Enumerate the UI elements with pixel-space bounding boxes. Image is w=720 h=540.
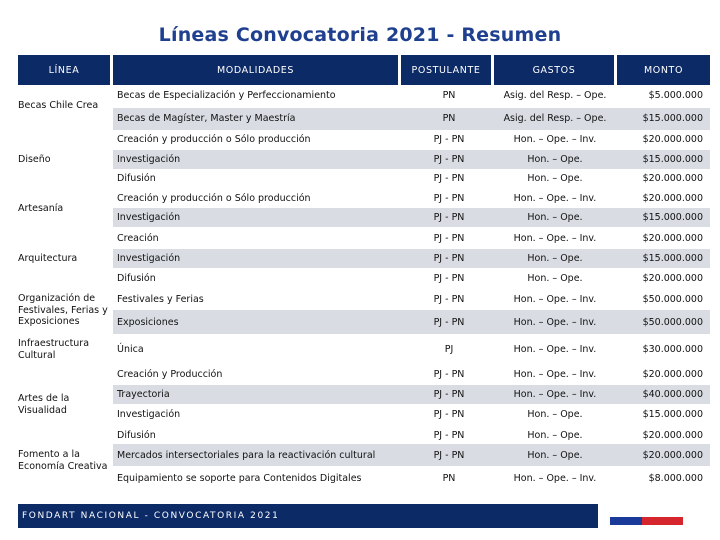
gastos-cell: Hon. – Ope. – Inv. [513, 344, 597, 355]
modalidad-cell: Investigación [117, 253, 181, 264]
header-linea: LÍNEA [18, 55, 110, 85]
linea-label: Organización de Festivales, Ferias y Exposiciones [18, 293, 108, 327]
gastos-cell: Hon. – Ope. – Inv. [513, 134, 597, 145]
monto-cell: $20.000.000 [642, 450, 703, 461]
linea-label: Becas Chile Crea [18, 100, 99, 111]
page-title: Líneas Convocatoria 2021 - Resumen [158, 24, 562, 46]
modalidad-cell: Difusión [117, 173, 156, 184]
monto-cell: $30.000.000 [642, 344, 703, 355]
monto-cell: $20.000.000 [642, 369, 703, 380]
monto-cell: $20.000.000 [642, 193, 703, 204]
header-gastos: GASTOS [494, 55, 614, 85]
postulante-cell: PJ - PN [433, 409, 465, 420]
monto-cell: $20.000.000 [642, 173, 703, 184]
linea-label: Infraestructura Cultural [18, 338, 90, 361]
modalidad-cell: Investigación [117, 409, 181, 420]
modalidad-cell: Becas de Magíster, Master y Maestría [117, 113, 296, 124]
postulante-cell: PJ - PN [433, 154, 465, 165]
linea-label: Artes de la Visualidad [18, 393, 70, 416]
postulante-cell: PJ - PN [433, 193, 465, 204]
header-monto: MONTO [617, 55, 710, 85]
modalidad-cell: Equipamiento se soporte para Contenidos Digitales [117, 473, 362, 484]
gastos-cell: Hon. – Ope. [527, 273, 583, 284]
gastos-cell: Hon. – Ope. [527, 154, 583, 165]
postulante-cell: PN [442, 113, 456, 124]
gastos-cell: Hon. – Ope. [527, 430, 583, 441]
modalidad-cell: Mercados intersectoriales para la reactivación cultural [117, 450, 376, 461]
gastos-cell: Hon. – Ope. – Inv. [513, 294, 597, 305]
gastos-cell: Hon. – Ope. – Inv. [513, 233, 597, 244]
linea-label: Artesanía [18, 203, 64, 214]
gastos-cell: Asig. del Resp. – Ope. [503, 90, 607, 101]
postulante-cell: PJ [444, 344, 454, 355]
postulante-cell: PN [442, 90, 456, 101]
postulante-cell: PJ - PN [433, 450, 465, 461]
monto-cell: $50.000.000 [642, 317, 703, 328]
modalidad-cell: Creación y producción o Sólo producción [117, 193, 311, 204]
modalidad-cell: Difusión [117, 273, 156, 284]
postulante-cell: PJ - PN [433, 233, 465, 244]
linea-label: Fomento a la Economía Creativa [18, 449, 108, 472]
monto-cell: $5.000.000 [648, 90, 703, 101]
gastos-cell: Hon. – Ope. – Inv. [513, 193, 597, 204]
gastos-cell: Hon. – Ope. – Inv. [513, 389, 597, 400]
modalidad-cell: Creación y Producción [117, 369, 223, 380]
monto-cell: $20.000.000 [642, 273, 703, 284]
flag-red-segment [642, 517, 683, 525]
monto-cell: $40.000.000 [642, 389, 703, 400]
modalidad-cell: Creación [117, 233, 159, 244]
gastos-cell: Hon. – Ope. [527, 212, 583, 223]
modalidad-cell: Difusión [117, 430, 156, 441]
monto-cell: $15.000.000 [642, 409, 703, 420]
postulante-cell: PJ - PN [433, 317, 465, 328]
footer-banner: FONDART NACIONAL - CONVOCATORIA 2021 [18, 504, 598, 528]
gastos-cell: Hon. – Ope. [527, 409, 583, 420]
header-modalidades: MODALIDADES [113, 55, 398, 85]
gastos-cell: Hon. – Ope. [527, 253, 583, 264]
monto-cell: $20.000.000 [642, 233, 703, 244]
modalidad-cell: Becas de Especialización y Perfeccionamiento [117, 90, 336, 101]
modalidad-cell: Investigación [117, 154, 181, 165]
gastos-cell: Asig. del Resp. – Ope. [503, 113, 607, 124]
gastos-cell: Hon. – Ope. – Inv. [513, 473, 597, 484]
gastos-cell: Hon. – Ope. – Inv. [513, 317, 597, 328]
postulante-cell: PJ - PN [433, 253, 465, 264]
postulante-cell: PJ - PN [433, 369, 465, 380]
modalidad-cell: Festivales y Ferias [117, 294, 204, 305]
modalidad-cell: Exposiciones [117, 317, 179, 328]
gastos-cell: Hon. – Ope. – Inv. [513, 369, 597, 380]
modalidad-cell: Única [117, 344, 144, 355]
postulante-cell: PJ - PN [433, 294, 465, 305]
chile-flag-stripe [610, 517, 683, 525]
gastos-cell: Hon. – Ope. [527, 450, 583, 461]
postulante-cell: PJ - PN [433, 273, 465, 284]
modalidad-cell: Investigación [117, 212, 181, 223]
postulante-cell: PJ - PN [433, 389, 465, 400]
linea-label: Diseño [18, 154, 51, 165]
monto-cell: $20.000.000 [642, 430, 703, 441]
postulante-cell: PJ - PN [433, 134, 465, 145]
monto-cell: $15.000.000 [642, 212, 703, 223]
header-postulante: POSTULANTE [401, 55, 491, 85]
monto-cell: $15.000.000 [642, 154, 703, 165]
monto-cell: $15.000.000 [642, 253, 703, 264]
linea-label: Arquitectura [18, 253, 78, 264]
postulante-cell: PJ - PN [433, 430, 465, 441]
monto-cell: $20.000.000 [642, 134, 703, 145]
gastos-cell: Hon. – Ope. [527, 173, 583, 184]
flag-blue-segment [610, 517, 642, 525]
monto-cell: $50.000.000 [642, 294, 703, 305]
postulante-cell: PN [442, 473, 456, 484]
postulante-cell: PJ - PN [433, 173, 465, 184]
monto-cell: $15.000.000 [642, 113, 703, 124]
modalidad-cell: Creación y producción o Sólo producción [117, 134, 311, 145]
monto-cell: $8.000.000 [648, 473, 703, 484]
postulante-cell: PJ - PN [433, 212, 465, 223]
modalidad-cell: Trayectoria [117, 389, 170, 400]
